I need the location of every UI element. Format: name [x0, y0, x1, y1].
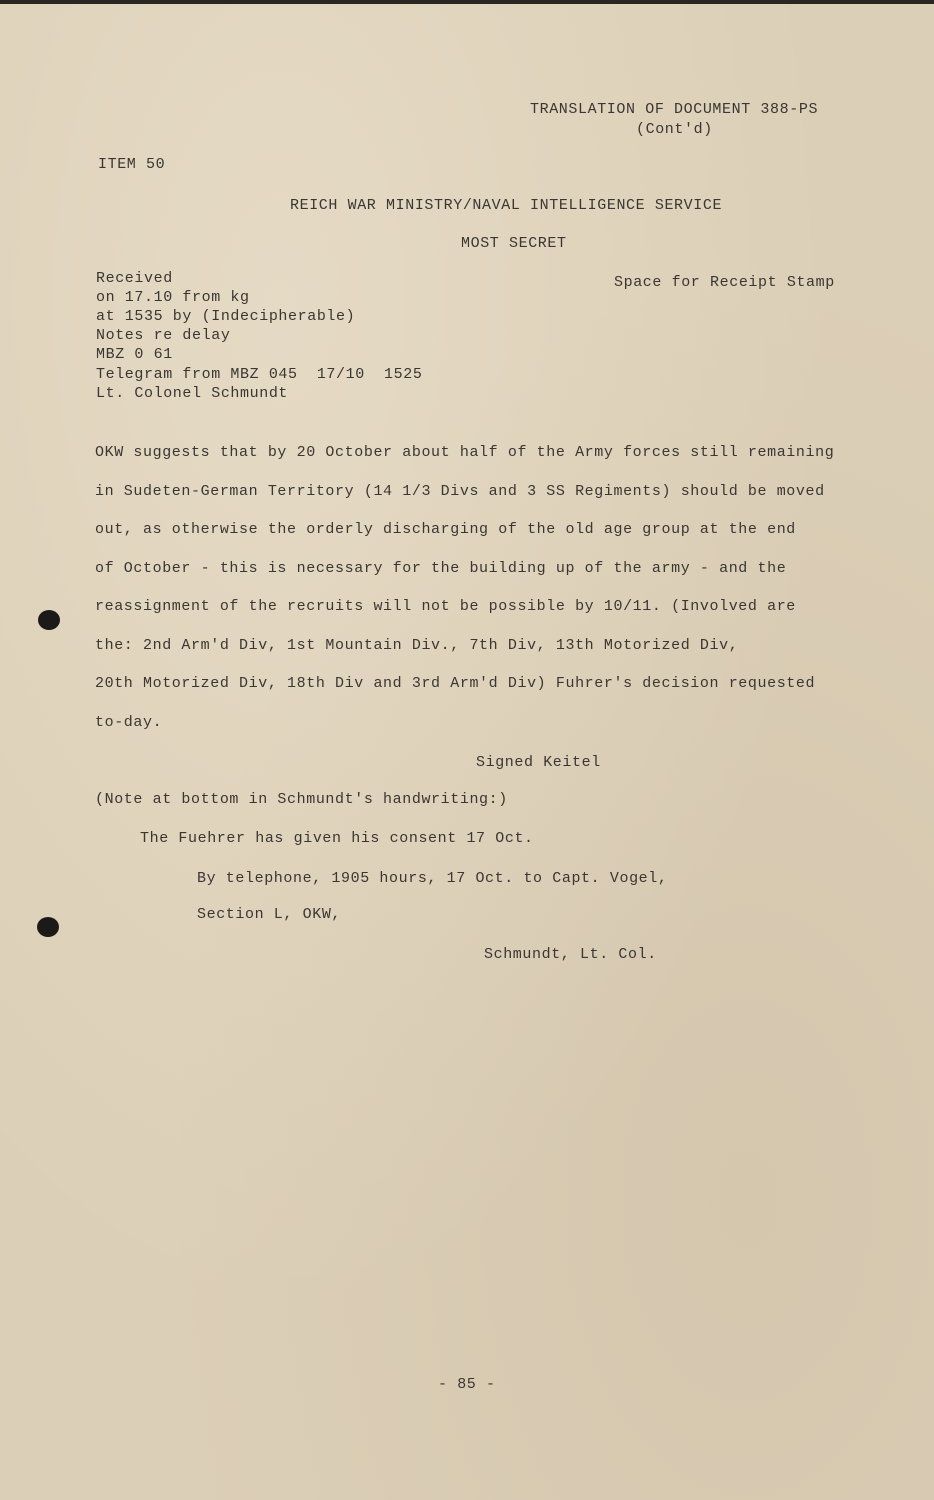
note-line: Section L, OKW, — [197, 906, 342, 923]
signature: Signed Keitel — [476, 754, 601, 771]
punch-hole-icon — [38, 610, 60, 630]
note-line: The Fuehrer has given his consent 17 Oct. — [140, 830, 534, 847]
body-line: 20th Motorized Div, 18th Div and 3rd Arm'd Div) Fuhrer's decision requested — [95, 675, 816, 692]
document-title: TRANSLATION OF DOCUMENT 388-PS — [530, 101, 819, 118]
note-line: By telephone, 1905 hours, 17 Oct. to Capt. Vogel, — [197, 870, 668, 887]
body-line: of October - this is necessary for the building up of the army - and the — [95, 559, 787, 577]
receipt-stamp-label: Space for Receipt Stamp — [614, 274, 835, 291]
scan-top-edge — [0, 0, 934, 4]
item-label: ITEM 50 — [98, 156, 166, 173]
received-line: at 1535 by (Indecipherable) — [96, 308, 356, 325]
page-number: - 85 - — [438, 1376, 496, 1393]
received-line: Lt. Colonel Schmundt — [96, 385, 289, 402]
received-line: Notes re delay — [96, 327, 231, 344]
body-line: reassignment of the recruits will not be possible by 10/11. (Involved are — [95, 598, 796, 615]
body-line: OKW suggests that by 20 October about half of the Army forces still remaining — [95, 444, 835, 461]
received-line: Telegram from MBZ 045 17/10 1525 — [96, 366, 423, 383]
body-line: the: 2nd Arm'd Div, 1st Mountain Div., 7th Div, 13th Motorized Div, — [95, 636, 739, 654]
body-line: to-day. — [95, 713, 163, 731]
body-line: out, as otherwise the orderly discharging of the old age group at the end — [95, 521, 796, 538]
body-line: in Sudeten-German Territory (14 1/3 Divs and 3 SS Regiments) should be moved — [95, 482, 825, 500]
note-signature: Schmundt, Lt. Col. — [484, 946, 657, 963]
body-paragraph — [95, 444, 840, 752]
note-intro: (Note at bottom in Schmundt's handwriting:) — [95, 791, 508, 808]
heading: REICH WAR MINISTRY/NAVAL INTELLIGENCE SERVICE — [290, 197, 723, 214]
received-line: Received — [96, 270, 173, 287]
received-line: MBZ 0 61 — [96, 346, 173, 363]
classification: MOST SECRET — [461, 235, 567, 252]
punch-hole-icon — [37, 917, 59, 937]
received-line: on 17.10 from kg — [96, 289, 250, 306]
document-title-contd: (Cont'd) — [636, 121, 713, 138]
